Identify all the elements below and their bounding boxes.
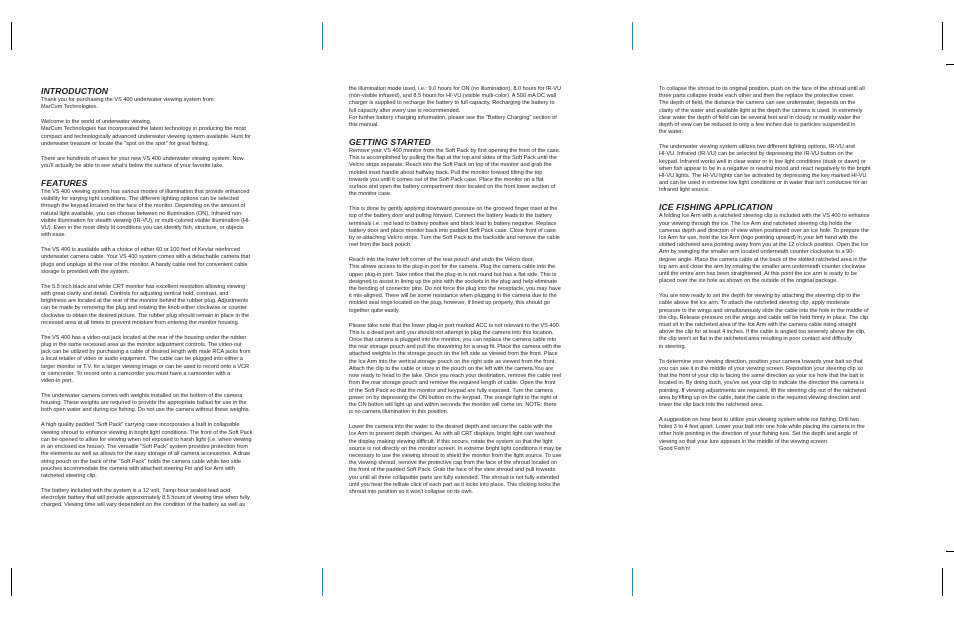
crop-mark-right-top (946, 64, 954, 65)
ice-fishing-heading: ICE FISHING APPLICATION (659, 202, 773, 213)
getting-started-paragraph: Remove your VS 400 monitor from the Soft Pack by first opening the front of the case. This is accomplished by pulling the flap at the top and sides of the Soft Pack until the Velcro strips separate. Reach into the Soft Pack on top of the monitor and grab the molded inset handle about halfway back. Pull the monitor forward tilting the top towards you until it comes out of the Soft Pack case. Place the monitor on a flat surface and open the battery compartment door located on the front lower section of the monitor case. (349, 148, 561, 198)
battery-continued-paragraph: the illumination mode used, i.e.: 9.0 hours for ON (no illumination), 8.0 hours for IR-VU (non-visible infrared), and 8.5 hours for HI-VU (visible multi-color). A 500 mA DC wall charger is supplied to recharge the battery to full capacity. Recharging the battery to full capacity after every use is recommended. For further battery charging information, please see the "Battery Charging" section of this manual. (349, 86, 562, 129)
crop-mark-top-right (942, 22, 943, 50)
features-paragraph: The VS 400 has a video-out jack located at the rear of the housing under the rubber plug in the same recessed area as the monitor adjustment controls. The video-out jack can be utilized by purchasing a cable of desired length with male RCA jacks from a local retailer of video or audio equipment. The cable can be plugged into either a larger monitor or T.V. for a larger viewing image or can be used to record onto a VCR or camcorder. To record onto a camcorder you must have a camcorder with a video-in port. (41, 334, 251, 385)
column-3 (659, 86, 912, 461)
getting-started-heading: GETTING STARTED (349, 137, 431, 148)
column-1 (41, 84, 294, 517)
getting-started-paragraph: Lower the camera into the water to the desired depth and secure the cable with the Ice Arm to prevent depth changes. As with all CRT displays, bright light can washout the display making viewing difficult. If this occurs, rotate the system so that the light source is not directly on the monitor screen. In extreme bright light conditions it may be necessary to use the viewing shroud to shield the monitor from the light source. To use the viewing shroud, remove the protective cap from the face of the shroud located on the front of the padded Soft Pack. Grab the face of the view shroud and pull towards you until all three collapsible parts are fully extended. The shroud is not fully extended until you hear the telltale click of each part as it locks into place. This clicking locks the shroud into position so it won't collapse on its own. (349, 424, 562, 495)
shroud-paragraph: To collapse the shroud to its original position, push on the face of the shroud until all three parts collapse inside each other and then the replace the protective cover. The depth of field, the distance the camera can see underwater, depends on the clarity of the water and available light at the depth the camera is used. In extremely clear water the depth of field can be several feet and in cloudy or muddy water the depth of view can be reduced to only a few inches due to particles suspended in the water. (659, 86, 865, 136)
fold-mark-top-2 (632, 22, 633, 50)
fold-mark-bottom-2 (632, 568, 633, 596)
getting-started-paragraph: Please take note that the lower plug-in port marked ACC is not relevant to the VS 400. This is a dead port and you should not attempt to plug the camera into this location. Once that camera is plugged into the monitor, you can replace the camera cable into the rear storage pouch and pull the drawstring for a snug fit. Place the camera with the attached weights in the storage pouch on the left side as viewed from the front. Place the Ice Arm into the vertical storage pouch on the right side as viewed from the front. Attach the clip to the cable or store in the pouch on the left with the camera.You are now ready to head to the lake. Once you reach your destination, remove the cable reel from the rear storage pouch and remove the required length of cable. Open the front of the Soft Pack so that the monitor and keypad are fully exposed. Turn the camera power on by depressing the ON button on the keypad. The orange light to the right of the ON button will light up and within seconds the monitor will come on. NOTE: there is no camera illumination in this position. (349, 322, 562, 416)
fold-mark-top-1 (322, 22, 323, 50)
features-heading: FEATURES (41, 178, 88, 189)
intro-paragraph: Welcome to the world of underwater viewing. MarCum Technologies has incorporated the latest technology in producing the most compact and technologically advanced underwater viewing system available. Hunt for underwater treasure or locate the "spot on the spot" for great fishing. (41, 119, 251, 147)
crop-mark-bottom-right (942, 568, 943, 596)
crop-mark-right-bottom (946, 551, 954, 552)
ice-fishing-paragraph: To determine your viewing direction, position your camera towards your bait so that you can see it in the middle of your viewing screen. Reposition your steering clip so that the front of your clip is facing the same direction as your ice hole that the bait is located in. By doing such, you've set your clip to indicate the direction the camera is pointing. If viewing adjustments are required, lift the steering clip out of the ratcheted area by lifting up on the cable, twist the cable in the required viewing direction and lower the clip back into the ratcheted area. (659, 358, 866, 408)
crop-mark-top-left (11, 22, 12, 50)
ice-fishing-paragraph: A suggestion on how best to utilize your viewing system while ice fishing. Drill two holes 3 to 4 feet apart. Lower your bait into one hole while placing the camera in the other hole pointing in the direction of your fishing lure. Set the depth and angle of viewing so that your lure appears in the middle of the viewing screen. Good Fish'n! (659, 416, 865, 452)
getting-started-paragraph: Reach into the lower left corner of the rear pouch and undo the Velcro door. This allows access to the plug-in port for the camera. Plug the camera cable into the upper plug-in port. Take notice that the plug-in is not round but has a flat side. This is designed to assist in lining up the pins with the sockets in the plug and help eliminate the bending of connector pins. Do not force the plug into the receptacle, you may have it mis-aligned. There will be some resistance when plugging in the camera due to the molded seal rings located on the plug, however, if lined up properly, this should go together quite easily. (349, 257, 561, 314)
ice-fishing-paragraph: A folding Ice Arm with a ratcheted steering clip is included with the VS 400 to enhance your viewing through the ice. The Ice Arm and ratcheted steering clip holds the cameras depth and direction of view when positioned over an ice hole. To prepare the Ice Arm for use, hold the Ice Arm (logo pointing upward) in your left hand with the slotted ratcheted area pointing away from you at the 12 o'clock position. Open the Ice Arm by swinging the smaller arm located underneath counter clockwise to a 90- degree angle. Place the camera cable at the back of the slotted ratcheted area in the top arm and close the arm by rotating the smaller arm underneath counter clockwise until the entire arm has been straightened. At this point the ice arm is ready to be placed over the ice hole as shown on the outside of the original package. (659, 213, 870, 285)
features-paragraph: The VS 400 is available with a choice of either 60 or 100 feet of Kevlar reinforced underwater camera cable. Your VS 400 system comes with a detachable camera that plugs and unplugs at the rear of the monitor. A handy cable reel for convenient cable storage is provided with the system. (41, 247, 251, 275)
column-2 (349, 86, 605, 504)
intro-heading: INTRODUCTION (41, 86, 109, 96)
features-paragraph: The VS 400 viewing system has various modes of illumination that provide enhanced visibility for varying light conditions. The different lighting options can be selected through the keypad located on the face of the monitor. Depending on the amount of natural light available, you can choose between no illumination (ON), Infrared non- visible illumination for stealth viewing (IR-VU), or multi-colored visible illumination (HI- VU). Even in the most dimly lit conditions you can identify fish, structure, or objects with ease. (41, 189, 251, 239)
features-paragraph: A high quality padded "Soft Pack" carrying case incorporates a built in collapsible viewing shroud to enhance viewing in bright light conditions. The front of the Soft Pack can be opened to allow for viewing when not exposed to harsh light (i.e. when viewing in an enclosed ice house). The versatile "Soft Pack" system provides protection from the elements as well as allows for the easy storage of all camera accessories. A draw string pouch on the back of the "Soft Pack" holds the camera cable while two side pouches accommodate the camera with attached steering Fin and Ice Arm with ratcheted steering clip. (41, 422, 253, 479)
lighting-paragraph: The underwater viewing system utilizes two different lighting options, IR-VU and HI-VU. Infrared (IR-VU) can be selected by depressing the IR-VU button on the keypad. Infrared works well in clear water or in low light conditions (dusk or dawn) or when fish appear to be in a negative or neutral mood and react negatively to the bright HI-VU lights. The HI-VU lights can be activated by depressing the key marked HI-VU and can be used in extreme low light conditions or in water that isn't conducive for an Infrared light source. (659, 144, 871, 194)
features-paragraph: The 5.5 inch black and white CRT monitor has excellent resolution allowing viewing with great clarity and detail. Controls for adjusting vertical hold, contrast, and brightness are located at the rear of the monitor behind the rubber plug. Adjustments can be made by removing the plug and rotating the knob either clockwise or counter clockwise to obtain the desired picture. The rubber plug should remain in place in the recessed area at all times to prevent moisture from entering the monitor housing. (41, 283, 250, 326)
getting-started-paragraph: This is done by gently applying downward pressure on the grooved finger inset at the top of the battery door and pulling forward. Connect the battery leads to the battery terminals i.e.: red lead to battery positive and black lead to battery negative. Replace battery door and place monitor back into padded Soft Pack case. Close front of case by re-attaching Velcro strips. Turn the Soft Pack to the backside and remove the cable reel from the back pouch. (349, 206, 560, 249)
intro-paragraph: Thank you for purchasing the VS 400 underwater viewing system from MarCum Technologies. (41, 97, 214, 111)
fold-mark-bottom-1 (322, 568, 323, 596)
features-paragraph: The battery included with the system is a 12 volt, 7amp hour sealed lead acid electrolyte battery that will provide approximately 8.5 hours of viewing time when fully charged. Viewing time will vary dependent on the condition of the battery as well as (41, 487, 250, 509)
intro-paragraph: There are hundreds of uses for your new VS 400 underwater viewing system. Now you'll actually be able to see what's below the surface of your favorite lake. (41, 155, 244, 170)
features-paragraph: The underwater camera comes with weights installed on the bottom of the camera housing. These weights are required to provide the appropriate ballast for use in the both open water and during ice fishing. Do not use the camera without these weights. (41, 393, 251, 414)
crop-mark-bottom-left (11, 568, 12, 596)
ice-fishing-paragraph: You are now ready to set the depth for viewing by attaching the steering clip to the cable above the ice arm. To attach the ratcheted steering clip, apply moderate pressure to the wings and simultaneously slide the cable into the hole in the middle of the clip. Release pressure on the wings and cable will be held firmly in place. The clip must sit in the ratcheted area of the Ice Arm with the camera cable rising straight above the clip for at least 4 inches. If the cable is angled too severely above the clip, the clip won't sit flat in the ratcheted area resulting in poor contact and difficulty in steering. (659, 293, 869, 350)
